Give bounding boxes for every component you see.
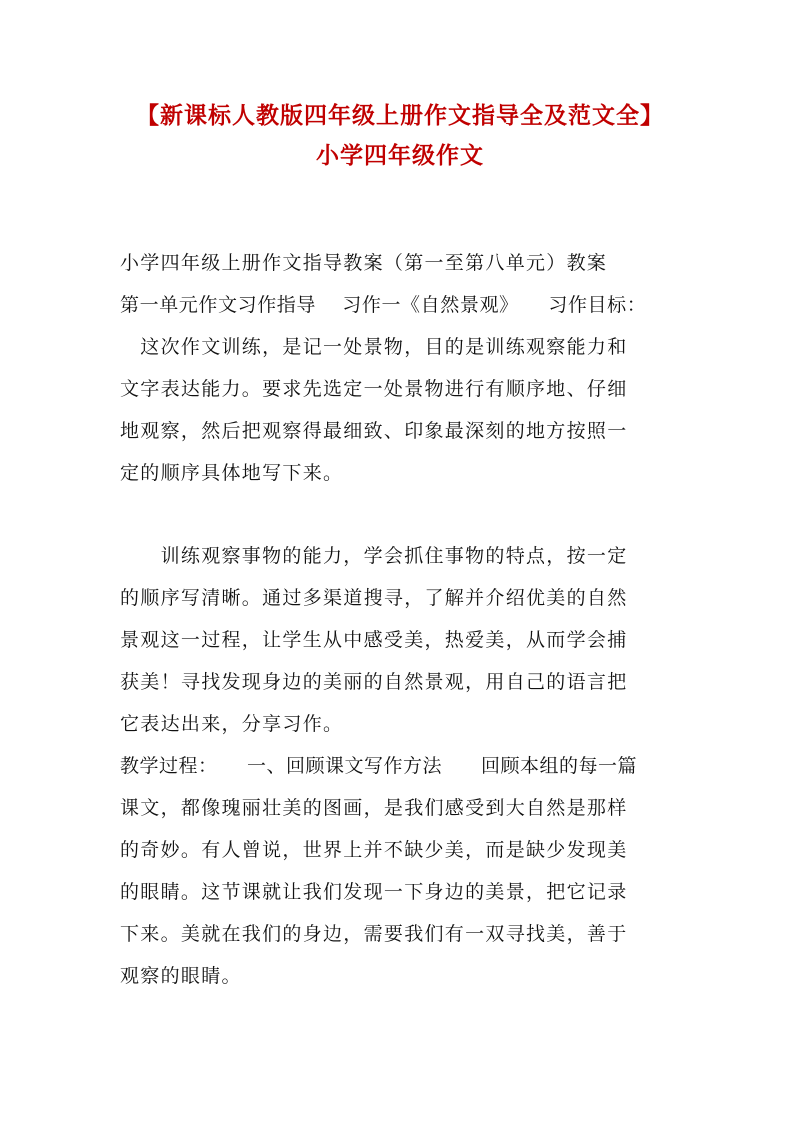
body-line: 文字表达能力。要求先选定一处景物进行有顺序地、仔细: [120, 378, 628, 400]
body-line: 的眼睛。这节课就让我们发现一下身边的美景，把它记录: [120, 881, 628, 903]
body-line: 它表达出来，分享习作。: [120, 713, 344, 735]
title-line-2: 小学四年级作文: [316, 142, 484, 169]
body-line: 这次作文训练，是记一处景物，目的是训练观察能力和: [120, 336, 628, 358]
title-line-1: 【新课标人教版四年级上册作文指导全及范文全】: [136, 102, 664, 129]
body-line: 第一单元作文习作指导 习作一《自然景观》 习作目标：: [120, 294, 647, 316]
body-line: 景观这一过程，让学生从中感受美，热爱美，从而学会捕: [120, 629, 628, 651]
body-line: 定的顺序具体地写下来。: [120, 462, 344, 484]
body-line: 的顺序写清晰。通过多渠道搜寻，了解并介绍优美的自然: [120, 587, 628, 609]
document-title: [0, 96, 800, 176]
body-line: 下来。美就在我们的身边，需要我们有一双寻找美，善于: [120, 923, 628, 945]
body-line: 地观察，然后把观察得最细致、印象最深刻的地方按照一: [120, 420, 628, 442]
body-line: 观察的眼睛。: [120, 965, 242, 987]
body-line: 训练观察事物的能力，学会抓住事物的特点，按一定: [120, 545, 628, 567]
body-line: 获美！寻找发现身边的美丽的自然景观，用自己的语言把: [120, 671, 628, 693]
body-line: 的奇妙。有人曾说，世界上并不缺少美，而是缺少发现美: [120, 839, 628, 861]
body-line: 小学四年级上册作文指导教案（第一至第八单元）教案: [120, 252, 608, 274]
body-line: 教学过程： 一、回顾课文写作方法 回顾本组的每一篇: [120, 755, 638, 777]
body-line: 课文，都像瑰丽壮美的图画，是我们感受到大自然是那样: [120, 797, 628, 819]
